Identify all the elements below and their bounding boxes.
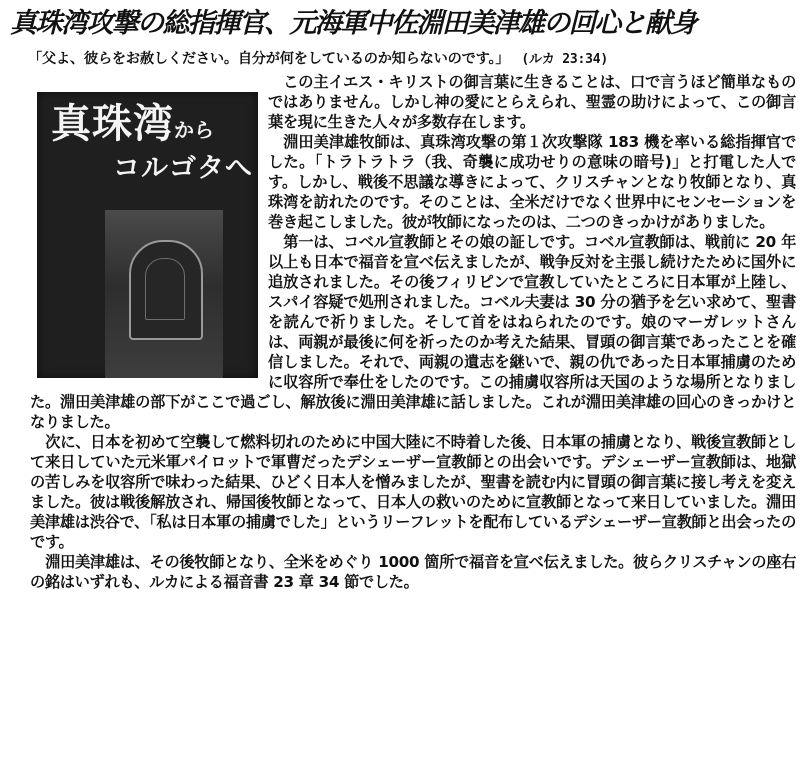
article-paragraph-3: 第一は、コベル宣教師とその娘の証しです。コベル宣教師は、戦前に 20 年以上も日本で福音を宣べ伝えましたが、戦争反対を主張し続けたために国外に追放されました。その後フィリピンで宣教していたところに日本軍が上陸し、スパイ容疑で処刑されました。コベル夫妻は 30 分の猶予を乞い求めて、聖書を読んで祈りました。そして首をはねられたのです。娘のマーガレットさんは、両親が最後に何を祈ったのか考えた結果、冒頭の御言葉であったことを確信しました。それで、両親の遺志を継いで、親の仇であった日本軍捕虜のために収容所で奉仕をしたのです。この捕虜収容所は天国のような場所となりました。淵田美津雄の部下がここで過ごし、解放後に淵田美津雄に話しました。これが淵田美津雄の回心のきっかけとなりました。 <box>30 233 796 431</box>
image-float-spacer <box>30 72 268 380</box>
article-paragraph-4: 次に、日本を初めて空襲して燃料切れのために中国大陸に不時着した後、日本軍の捕虜となり、戦後宣教師として来日していた元米軍パイロットで軍曹だったデシェーザー宣教師との出会いです。デシェーザー宣教師は、地獄の苦しみを収容所で味わった結果、ひどく日本人を憎みましたが、聖書を読む内に冒頭の御言葉に接し考えを変えました。彼は戦後解放され、帰国後牧師となって、日本人の救いのために宣教師となって来日していました。淵田美津雄は渋谷で、「私は日本軍の捕虜でした」というリーフレットを配布しているデシェーザー宣教師と出会ったのです。 <box>30 433 796 551</box>
article-headline: 真珠湾攻撃の総指揮官、元海軍中佐淵田美津雄の回心と献身 <box>10 8 696 39</box>
article-paragraph-2: 淵田美津雄牧師は、真珠湾攻撃の第１次攻撃隊 183 機を率いる総指揮官でした。「トラトラトラ（我、奇襲に成功せりの意味の暗号)」と打電した人です。しかし、戦後不思議な導きによって、クリスチャンとなり牧師となり、真珠湾を訪れたのです。そのことは、全米だけでなく世界中にセンセーションを巻き起こしました。彼が牧師になったのは、二つのきっかけがありました。 <box>268 133 796 231</box>
book-cover-title-line2: コルゴタへ <box>113 153 253 184</box>
book-cover-title-main: 真珠湾 <box>51 100 174 147</box>
epigraph-citation: (ルカ 23:34) <box>521 52 608 67</box>
epigraph <box>28 48 794 70</box>
article-paragraph-5: 淵田美津雄は、その後牧師となり、全米をめぐり 1000 箇所で福音を宣べ伝えました。彼らクリスチャンの座右の銘はいずれも、ルカによる福音書 23 章 34 節でした。 <box>30 553 796 591</box>
book-cover-title-small: から <box>174 118 214 142</box>
article-paragraph-1: この主イエス・キリストの御言葉に生きることは、口で言うほど簡単なものではありません。しかし神の愛にとらえられ、聖霊の助けによって、この御言葉を現に生きた人々が多数存在します。 <box>268 73 796 131</box>
article-body <box>30 72 796 778</box>
epigraph-text: 「父よ、彼らをお赦しください。自分が何をしているのか知らないのです。」 <box>28 51 510 67</box>
